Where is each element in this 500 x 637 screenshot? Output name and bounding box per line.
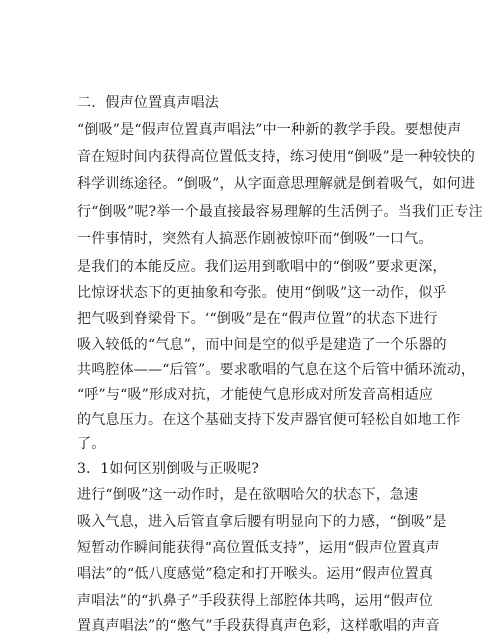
paragraph-line: 一件事情时，突然有人搞恶作剧被惊吓而“倒吸”一口气。 bbox=[77, 231, 433, 247]
paragraph-line: 短暂动作瞬间能获得“高位置低支持”，运用“假声位置真声 bbox=[77, 540, 440, 556]
paragraph-line: 吸入气息，进入后管直拿后腰有明显向下的力感，“倒吸”是 bbox=[77, 514, 447, 530]
paragraph-line: 行“倒吸”呢?举一个最直接最容易理解的生活例子。当我们正专注 bbox=[77, 204, 483, 220]
paragraph-line: “呼”与“吸”形成对抗，才能使气息形成对所发音高相适应 bbox=[77, 387, 434, 403]
paragraph-line: 是我们的本能反应。我们运用到歌唱中的“倒吸”要求更深， bbox=[77, 259, 447, 275]
paragraph-line: 了。 bbox=[77, 436, 106, 452]
section-heading: 二．假声位置真声唱法 bbox=[77, 95, 219, 111]
subheading: 3．1如何区别倒吸与正吸呢? bbox=[77, 461, 260, 477]
paragraph-line: “倒吸”是“假声位置真声唱法”中一种新的教学手段。要想使声 bbox=[77, 122, 462, 138]
paragraph-line: 声唱法”的“扒鼻子”手段获得上部腔体共鸣，运用“假声位 bbox=[77, 593, 434, 609]
paragraph-line: 比惊讶状态下的更抽象和夸张。使用“倒吸”这一动作，似乎 bbox=[77, 285, 447, 301]
paragraph-line: 共鸣腔体——“后管”。要求歌唱的气息在这个后管中循环流动， bbox=[77, 362, 476, 378]
paragraph-line: 吸入较低的“气息”，而中间是空的似乎是建造了一个乐器的 bbox=[77, 337, 447, 353]
paragraph-line: 音在短时间内获得高位置低支持，练习使用“倒吸”是一种较快的 bbox=[77, 149, 476, 165]
paragraph-line: 唱法”的“低八度感觉”稳定和打开喉头。运用“假声位置真 bbox=[77, 566, 434, 582]
paragraph-line: 把气吸到脊梁骨下。‘“倒吸”是在“假声位置”的状态下进行 bbox=[77, 311, 438, 327]
paragraph-line: 科学训练途径。“倒吸”，从字面意思理解就是倒着吸气，如何进 bbox=[77, 176, 476, 192]
paragraph-line: 的气息压力。在这个基础支持下发声器官便可轻松自如地工作 bbox=[77, 412, 461, 428]
paragraph-line: 置真声唱法”的“憋气”手段获得真声色彩，这样歌唱的声音 bbox=[77, 618, 440, 634]
paragraph-line: 进行“倒吸”这一动作时，是在欲咽哈欠的状态下，急速 bbox=[77, 487, 419, 503]
